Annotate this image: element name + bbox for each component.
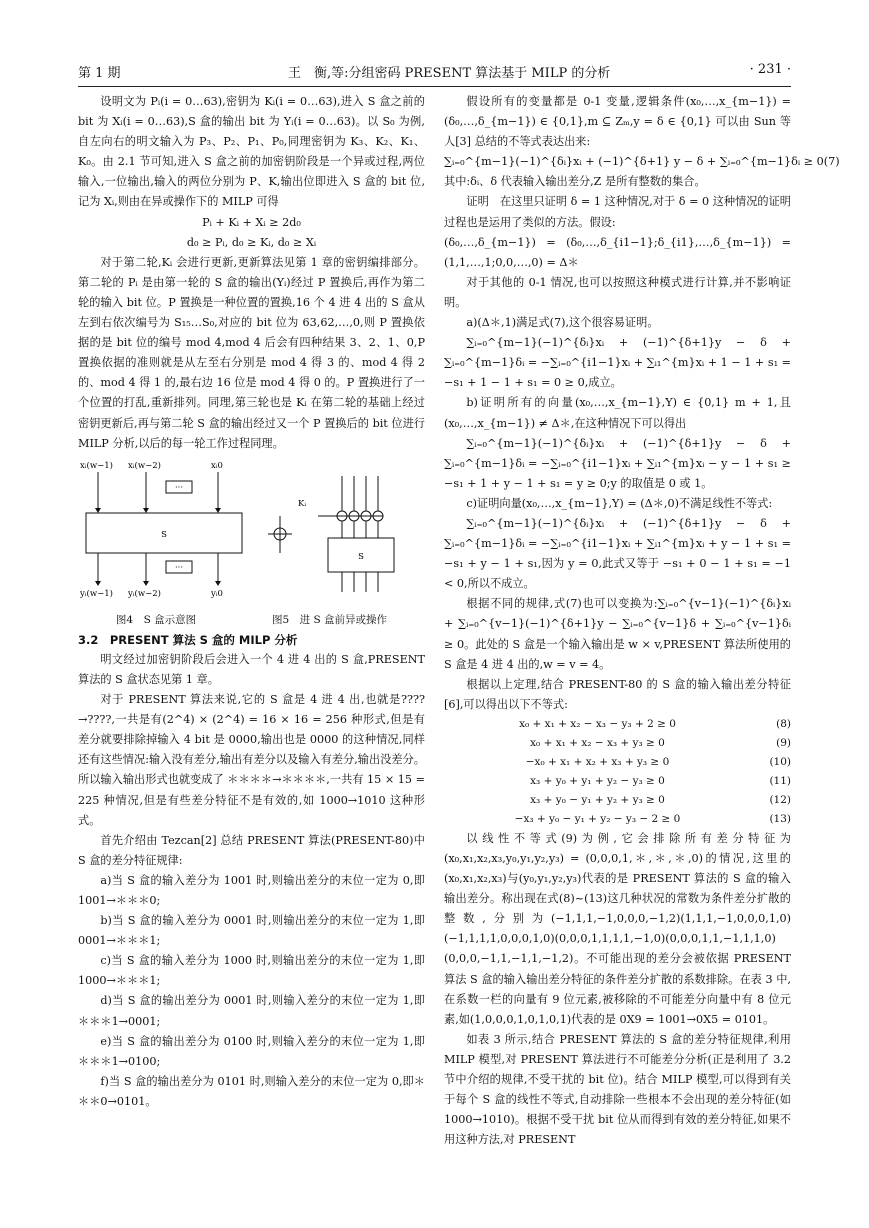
paragraph: 证明 在这里只证明 δ = 1 这种情况,对于 δ = 0 这种情况的证明过程也是运用了类似的方法。假设: — [444, 195, 791, 229]
paragraph: 对于第二轮,Kᵢ 会进行更新,更新算法见第 1 章的密钥编排部分。第二轮的 Pᵢ 是由第一轮的 S 盒的输出(Yᵢ)经过 P 置换后,再作为第二轮的输入 bit 位。P 置换是一种位置的置换,16 个 4 进 4 出的 S 盒从左到右依次编号为 S₁₅…S₀,对应的 bit 位为 63,62,…,0,则 P 置换依据的是 bit 位的编号 mod 4,mod 4 后会有四种结果 3、2、1、0,P 置换依据的准则就是从左至右分别是 mod 4 得 3 的、mod 4 得 2 的、mod 4 得 1 的,最右边 16 位是 mod 4 得 0 的。P 置换进行了一个位置的打乱,重新排列。同理,第三轮也是 Kᵢ 在第二轮的基础上经过密钥更新后,再与第二轮 S 盒的输出经过又一个 P 置换后的 bit 位进行 MILP 分析,以后的每一轮工作过程同理。 — [78, 255, 425, 450]
equation: x₃ + y₀ + y₁ + y₂ − y₃ ≥ 0 — [530, 774, 665, 787]
inequality-12 — [444, 791, 791, 810]
equation-7 — [444, 152, 840, 172]
equation: Pᵢ + Kᵢ + Xᵢ ≥ 2d₀ — [202, 215, 301, 229]
inequality-13 — [444, 810, 791, 829]
list-item: c)当 S 盒的输入差分为 1000 时,则输出差分的末位一定为 1,即 1000→＊＊＊1; — [78, 954, 425, 988]
equation: x₀ + x₁ + x₂ − x₃ + y₃ ≥ 0 — [530, 736, 665, 749]
page-number: · 231 · — [749, 62, 791, 77]
equation: d₀ ≥ Pᵢ, d₀ ≥ Kᵢ, d₀ ≥ Xᵢ — [186, 235, 317, 249]
equation-number: (7) — [823, 155, 840, 169]
input-label-1: xᵢ(w−1) — [80, 460, 113, 471]
list-item: f)当 S 盒的输出差分为 0101 时,则输入差分的末位一定为 0,即＊＊＊0→0101。 — [78, 1074, 425, 1108]
ellipsis: ··· — [174, 562, 184, 573]
paragraph: 首先介绍由 Tezcan[2] 总结 PRESENT 算法(PRESENT-80)中 S 盒的差分特征规律: — [78, 833, 425, 867]
figure-captions — [78, 610, 425, 630]
arrowhead — [143, 508, 149, 513]
list-item: a)当 S 盒的输入差分为 1001 时,则输出差分的末位一定为 0,即 1001→＊＊＊0; — [78, 873, 425, 907]
key-label: Kᵢ — [298, 498, 307, 509]
output-label-1: yᵢ(w−1) — [80, 588, 113, 599]
inequality-9 — [444, 734, 791, 753]
paragraph: 其中:δᵢ、δ 代表输入输出差分,Z 是所有整数的集合。 — [444, 175, 706, 189]
output-label-0: yᵢ0 — [211, 588, 223, 599]
figure-5-caption: 图5 进 S 盒前异或操作 — [272, 613, 388, 626]
arrowhead — [215, 508, 221, 513]
inequality-8 — [444, 715, 791, 734]
paragraph: 如表 3 所示,结合 PRESENT 算法的 S 盒的差分特征规律,利用 MILP 模型,对 PRESENT 算法进行不可能差分分析(正是利用了 3.2 节中介绍的规律,不受干扰的 bit 位)。结合 MILP 模型,可以得到有关于每个 S 盒的线性不等式,自动排除一些根本不会出现的差分特征(如 1000→1010)。根据不受干扰 bit 位从而得到有效的差分特征,如果不用这种方法,对 PRESENT — [444, 1032, 791, 1147]
list-item: b)当 S 盒的输入差分为 0001 时,则输出差分的末位一定为 1,即 0001→＊＊＊1; — [78, 914, 425, 948]
output-label-2: yᵢ(w−2) — [128, 588, 161, 599]
list-item: a)(Δ＊,1)满足式(7),这个很容易证明。 — [466, 316, 659, 330]
equation: −x₃ + y₀ − y₁ + y₂ − y₃ − 2 ≥ 0 — [514, 812, 681, 825]
paragraph: 对于其他的 0-1 情况,也可以按照这种模式进行计算,并不影响证明。 — [444, 275, 791, 309]
equation-number: (12) — [769, 793, 791, 806]
equation: ∑ᵢ₌₀^{m−1}(−1)^{δᵢ}xᵢ + (−1)^{δ+1}y − δ + ∑ᵢ₌₀^{m−1}δᵢ = −∑ᵢ₌₀^{i1−1}xᵢ + ∑ᵢ₁^{m}xᵢ − y − 1 + s₁ ≥ −s₁ + 1 + y − 1 + s₁ = y ≥ 0;y 的取值是 0 或 1。 — [444, 436, 791, 490]
sbox-label: S — [161, 529, 167, 540]
paragraph: 对于 PRESENT 算法来说,它的 S 盒是 4 进 4 出,也就是???? →????,一共是有(2^4) × (2^4) = 16 × 16 = 256 种形式,但是有差分就要排除掉输入 4 bit 是 0000,输出也是 0000 的这种情况,同样还有这些情况:输入没有差分,输出有差分以及输入有差分,输出没差分。所以输入输出形式也就变成了 ＊＊＊＊→＊＊＊＊,一共有 15 × 15 = 225 种情况,但是有些差分特征不是有效的,如 1000→1010 这种形式。 — [78, 693, 425, 827]
equation-number: (10) — [769, 755, 791, 768]
inequality-11 — [444, 772, 791, 791]
equation: (δ₀,…,δ_{m−1}) = (δ₀,…,δ_{i1−1};δ_{i1},…,δ_{m−1}) = (1,1,…,1;0,0,…,0) = Δ＊ — [444, 235, 791, 269]
equation: −x₀ + x₁ + x₂ + x₃ + y₃ ≥ 0 — [525, 755, 670, 768]
sbox-label: S — [358, 551, 364, 562]
inequality-10 — [444, 753, 791, 772]
figure-4-caption: 图4 S 盒示意图 — [115, 613, 197, 626]
arrowhead — [215, 581, 221, 586]
arrowhead — [95, 581, 101, 586]
equation: ∑ᵢ₌₀^{m−1}(−1)^{δᵢ}xᵢ + (−1)^{δ+1}y − δ + ∑ᵢ₌₀^{m−1}δᵢ = −∑ᵢ₌₀^{i1−1}xᵢ + ∑ᵢ₁^{m}xᵢ + y − 1 + s₁ = −s₁ + y − 1 + s₁,因为 y = 0,此式又等于 −s₁ + 0 − 1 + s₁ = −1 < 0,所以不成立。 — [444, 516, 791, 591]
equation-number: (8) — [776, 717, 791, 730]
paragraph: 假设所有的变量都是 0-1 变量,逻辑条件(x₀,…,x_{m−1}) = (δ₀,…,δ_{m−1}) ∈ {0,1},m ⊆ Zₘ,y = δ ∈ {0,1} 可以由 Sun 等人[3] 总结的不等式表达出来: — [444, 95, 791, 149]
paragraph: 设明文为 Pᵢ(i = 0…63),密钥为 Kᵢ(i = 0…63),进入 S 盒之前的 bit 为 Xᵢ(i = 0…63),S 盒的输出 bit 为 Yᵢ(i = 0…63)。以 S₀ 为例,自左向右的明文输入为 P₃、P₂、P₁、P₀,同理密钥为 K₃、K₂、K₁、K₀。由 2.1 节可知,进入 S 盒之前的加密钥阶段是一个异或过程,两位输入,一位输出,输入的两位分别为 P、K,输出位即进入 S 盒的 bit 位,记为 Xᵢ,则由在异或操作下的 MILP 可得 — [78, 95, 425, 209]
ellipsis: ··· — [174, 482, 184, 493]
section-heading: 3.2 PRESENT 算法 S 盒的 MILP 分析 — [78, 632, 298, 647]
equation-number: (13) — [769, 812, 791, 825]
list-item: c)证明向量(x₀,…,x_{m−1},Y) = (Δ＊,0)不满足线性不等式: — [466, 496, 773, 510]
figures-4-5 — [78, 458, 425, 608]
arrowhead — [143, 581, 149, 586]
input-label-2: xᵢ(w−2) — [128, 460, 161, 471]
paragraph: 根据以上定理,结合 PRESENT-80 的 S 盒的输入输出差分特征[6],可以得出以下不等式: — [444, 677, 791, 711]
paragraph: 以线性不等式(9)为例,它会排除所有差分特征为(x₀,x₁,x₂,x₃,y₀,y₁,y₂,y₃) = (0,0,0,1,＊,＊,＊,0)的情况,这里的(x₀,x₁,x₂,x₃)与(y₀,y₁,y₂,y₃)代表的是 PRESENT 算法的 S 盒的输入输出差分。称出现在式(8)~(13)这几种状况的常数为条件差分扩散的整数,分别为(−1,1,1,−1,0,0,0,−1,2)(1,1,1,−1,0,0,0,1,0)(−1,1,1,1,0,0,0,1,0)(0,0,0,1,1,1,1,−1,0)(0,0,0,1,1,−1,1,1,0)(0,0,0,−1,1,−1,1,−1,2)。不可能出现的差分会被依据 PRESENT 算法 S 盒的输入输出差分特征的条件差分扩散的系数排除。在表 3 中,在系数一栏的向量有 9 位元素,被移除的不可能差分向量中有 8 位元素,如(1,0,0,0,1,0,1,0,1)代表的是 0X9 = 1001→0X5 = 0101。 — [444, 831, 791, 1026]
list-item: b)证明所有的向量(x₀,…,x_{m−1},Y) ∈ {0,1} m + 1,且(x₀,…,x_{m−1}) ≠ Δ＊,在这种情况下可以得出 — [444, 396, 791, 430]
right-column — [444, 92, 840, 1150]
running-title: 王 衡,等:分组密码 PRESENT 算法基于 MILP 的分析 — [288, 66, 611, 81]
header-rule — [78, 86, 791, 87]
equation: ∑ᵢ₌₀^{m−1}(−1)^{δᵢ}xᵢ + (−1)^{δ+1}y − δ + ∑ᵢ₌₀^{m−1}δᵢ = −∑ᵢ₌₀^{i1−1}xᵢ + ∑ᵢ₁^{m}xᵢ + 1 − 1 + s₁ = −s₁ + 1 − 1 + s₁ = 0 ≥ 0,成立。 — [444, 336, 792, 390]
paragraph: 根据不同的规律,式(7)也可以变换为:∑ᵢ₌₀^{v−1}(−1)^{δᵢ}xᵢ + ∑ᵢ₌₀^{v−1}(−1)^{δ+1}y − ∑ᵢ₌₀^{v−1}δ + ∑ᵢ₌₀^{v−1}δᵢ ≥ 0。此处的 S 盒是一个输入输出是 w × v,PRESENT 算法所使用的 S 盒是 4 进 4 出的,w = v = 4。 — [444, 597, 791, 671]
equation: x₃ + y₀ − y₁ + y₂ + y₃ ≥ 0 — [530, 793, 665, 806]
issue-number: 第 1 期 — [78, 66, 121, 81]
equation-number: (9) — [776, 736, 791, 749]
equation: ∑ᵢ₌₀^{m−1}(−1)^{δᵢ}xᵢ + (−1)^{δ+1} y − δ + ∑ᵢ₌₀^{m−1}δᵢ ≥ 0 — [444, 155, 824, 169]
equation: x₀ + x₁ + x₂ − x₃ − y₃ + 2 ≥ 0 — [519, 717, 676, 730]
paragraph: 明文经过加密钥阶段后会进入一个 4 进 4 出的 S 盒,PRESENT 算法的 S 盒状态见第 1 章。 — [78, 652, 425, 686]
list-item: d)当 S 盒的输出差分为 0001 时,则输入差分的末位一定为 1,即＊＊＊1→0001; — [78, 994, 425, 1028]
input-label-0: xᵢ0 — [211, 460, 223, 471]
arrowhead — [95, 508, 101, 513]
inequalities — [444, 715, 791, 829]
left-column — [78, 92, 425, 1112]
list-item: e)当 S 盒的输出差分为 0100 时,则输入差分的末位一定为 1,即＊＊＊1→0100; — [78, 1034, 425, 1068]
equation-number: (11) — [769, 774, 791, 787]
sbox-figure-svg — [78, 458, 425, 608]
